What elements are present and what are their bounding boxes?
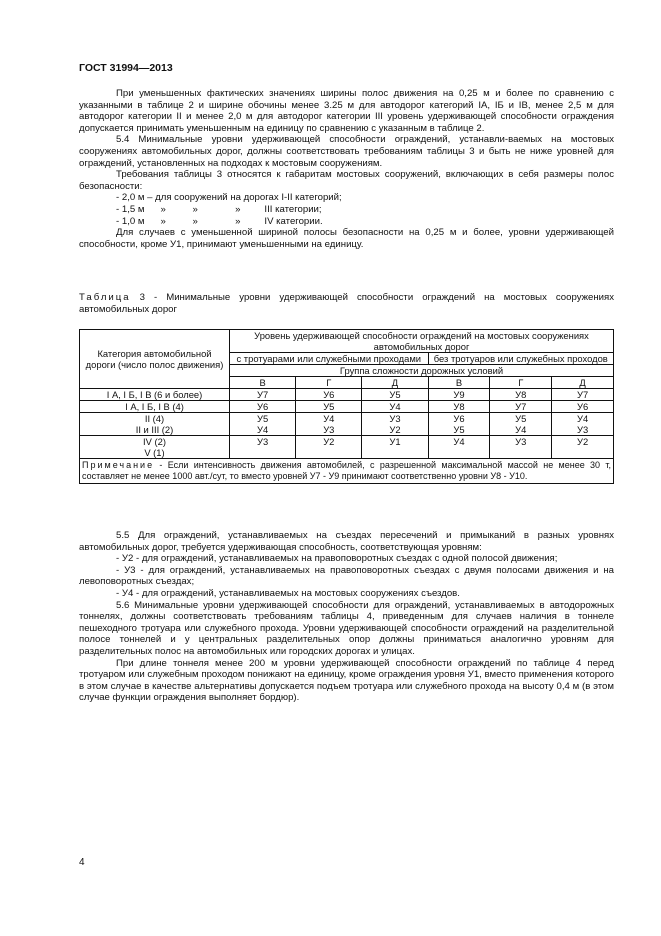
table-row — [80, 389, 614, 401]
value-line: У6 — [453, 413, 465, 424]
text-block-bottom — [79, 530, 614, 704]
value-line: У5 — [453, 424, 465, 435]
category-cell: I А, I Б, I В (6 и более) — [80, 389, 230, 401]
value-cell: У6 — [552, 401, 614, 413]
value-cell: У7 — [230, 389, 296, 401]
category-line: II (4) — [144, 413, 165, 424]
value-line: У3 — [389, 413, 401, 424]
value-cell: У2 — [296, 436, 362, 459]
category-line: II и III (2) — [135, 424, 174, 435]
value-line: У3 — [323, 424, 335, 435]
category-cell — [80, 436, 230, 459]
value-cell: У5 — [362, 389, 428, 401]
value-cell — [490, 413, 552, 436]
table-caption — [79, 292, 614, 315]
table-caption-text: 3 - Минимальные уровни удерживающей способности ограждений на мостовых сооружениях автомобильных дорог — [79, 292, 614, 315]
page-number: 4 — [79, 857, 85, 868]
paragraph-tunnel: При длине тоннеля менее 200 м уровни удерживающей способности ограждений по таблице 4 перед тротуаром или служебным проходом понижают на единицу, кроме ограждения уровня У1, вместо применения которого в этом случае в качестве альтернативы допускается подъем тротуара или служебного прохода на высоту 0,4 м (в этом случае функции ограждения выполняет бордюр). — [79, 657, 614, 704]
table-note — [80, 459, 614, 484]
table-caption-label: Таблица — [79, 292, 131, 303]
value-cell: У1 — [362, 436, 428, 459]
list-item: - 2,0 м – для сооружений на дорогах I-II категорий; — [116, 192, 342, 204]
group-cell: Д — [362, 377, 428, 389]
value-cell: У8 — [490, 389, 552, 401]
value-line: У5 — [257, 413, 269, 424]
list-item: - 1,5 м » » » III категории; — [116, 203, 322, 215]
table-row — [80, 413, 614, 436]
value-cell: У3 — [230, 436, 296, 459]
value-cell — [230, 413, 296, 436]
group-cell: В — [230, 377, 296, 389]
value-cell: У3 — [490, 436, 552, 459]
value-cell: У2 — [552, 436, 614, 459]
value-cell — [428, 413, 490, 436]
value-line: У4 — [323, 413, 335, 424]
paragraph-reduced-safety-strip: Для случаев с уменьшенной шириной полосы безопасности на 0,25 м и более, уровни удерживающей способности, кроме У1, принимают уменьшенными на единицу. — [79, 227, 614, 250]
paragraph-5-5: 5.5 Для ограждений, устанавливаемых на съездах пересечений и примыканий в разных уровнях автомобильных дорог, требуется удерживающая способность, соответствующая уровням: — [79, 530, 614, 553]
group-cell: Д — [552, 377, 614, 389]
list-item: - У4 - для ограждений, устанавливаемых на мостовых сооружениях съездов. — [116, 587, 460, 599]
value-line: У4 — [257, 424, 269, 435]
header-without-sidewalks: без тротуаров или служебных проходов — [428, 353, 613, 365]
value-cell: У7 — [552, 389, 614, 401]
value-cell: У6 — [230, 401, 296, 413]
list-item: - У3 - для ограждений, устанавливаемых на правоповоротных съездах с двумя полосами движения и на левоповоротных съездах; — [79, 564, 614, 588]
note-text: - Если интенсивность движения автомобилей, с разрешенной максимальной массой не менее 30 т, составляет не менее 1000 авт./сут, то вместо уровней У7 - У9 принимают соответственно уровни У8 - У10. — [82, 460, 611, 481]
paragraph-5-4: 5.4 Минимальные уровни удерживающей способности ограждений, устанавли-ваемых на мостовых сооружениях автомобильных дорог, должны соответствовать требованиям таблицы 3 и быть не ниже уровней для ограждений, установленных на подходах к мостовым сооружениям. — [79, 134, 614, 169]
table-row — [80, 401, 614, 413]
value-cell — [296, 413, 362, 436]
header-with-sidewalks: с тротуарами или служебными проходами — [230, 353, 429, 365]
category-cell — [80, 413, 230, 436]
value-cell: У8 — [428, 401, 490, 413]
group-cell: Г — [490, 377, 552, 389]
group-cell: Г — [296, 377, 362, 389]
list-item: - У2 - для ограждений, устанавливаемых на правоповоротных съездах с одной полосой движения; — [116, 553, 558, 565]
group-cell: В — [428, 377, 490, 389]
header-category: Категория автомобильной дороги (число полос движения) — [80, 330, 230, 389]
levels-table — [79, 329, 614, 484]
value-line: У2 — [389, 424, 401, 435]
header-level: Уровень удерживающей способности ограждений на мостовых сооружениях автомобильных дорог — [230, 330, 614, 353]
value-cell: У6 — [296, 389, 362, 401]
category-line: IV (2) — [143, 436, 166, 447]
header-complexity-group: Группа сложности дорожных условий — [230, 365, 614, 377]
text-block-top — [79, 88, 614, 250]
paragraph-requirements: Требования таблицы 3 относятся к габаритам мостовых сооружений, включающих в себя размеры полос безопасности: — [79, 169, 614, 192]
value-cell: У4 — [362, 401, 428, 413]
category-line: V (1) — [144, 447, 165, 458]
value-cell: У7 — [490, 401, 552, 413]
paragraph-reduced-widths: При уменьшенных фактических значениях ширины полос движения на 0,25 м и более по сравнению с указанными в таблице 2 и ширине обочины менее 3.25 м для автодорог категорий IА, IБ и IВ, менее 2,5 м для автодорог категории II и менее 2,0 м для автодорог категории III уровень удерживающей способности ограждения допускается принимать уменьшенным на единицу по сравнению с указанным в таблице 2. — [79, 88, 614, 134]
value-cell: У4 — [428, 436, 490, 459]
paragraph-5-6: 5.6 Минимальные уровни удерживающей способности для ограждений, устанавливаемых в автодорожных тоннелях, должны соответствовать требованиям таблицы 4, приведенным для случаев наличия в тоннеле пешеходного тротуара или служебного прохода. Уровни удерживающей способности ограждений на разделительной полосе тоннелей и у центральных разделительных опор должны приниматься аналогично уровням для разделительных полос на автомобильных или городских дорогах и улицах. — [79, 599, 614, 657]
value-cell — [552, 413, 614, 436]
value-cell — [362, 413, 428, 436]
document-header: ГОСТ 31994—2013 — [79, 62, 173, 74]
value-line: У5 — [515, 413, 527, 424]
value-line: У3 — [576, 424, 589, 435]
list-item: - 1,0 м » » » IV категории. — [116, 215, 323, 227]
value-line: У4 — [576, 413, 589, 424]
category-cell: I А, I Б, I В (4) — [80, 401, 230, 413]
value-cell: У9 — [428, 389, 490, 401]
note-label: Примечание — [82, 460, 155, 470]
table-row — [80, 436, 614, 459]
value-cell: У5 — [296, 401, 362, 413]
value-line: У4 — [515, 424, 527, 435]
